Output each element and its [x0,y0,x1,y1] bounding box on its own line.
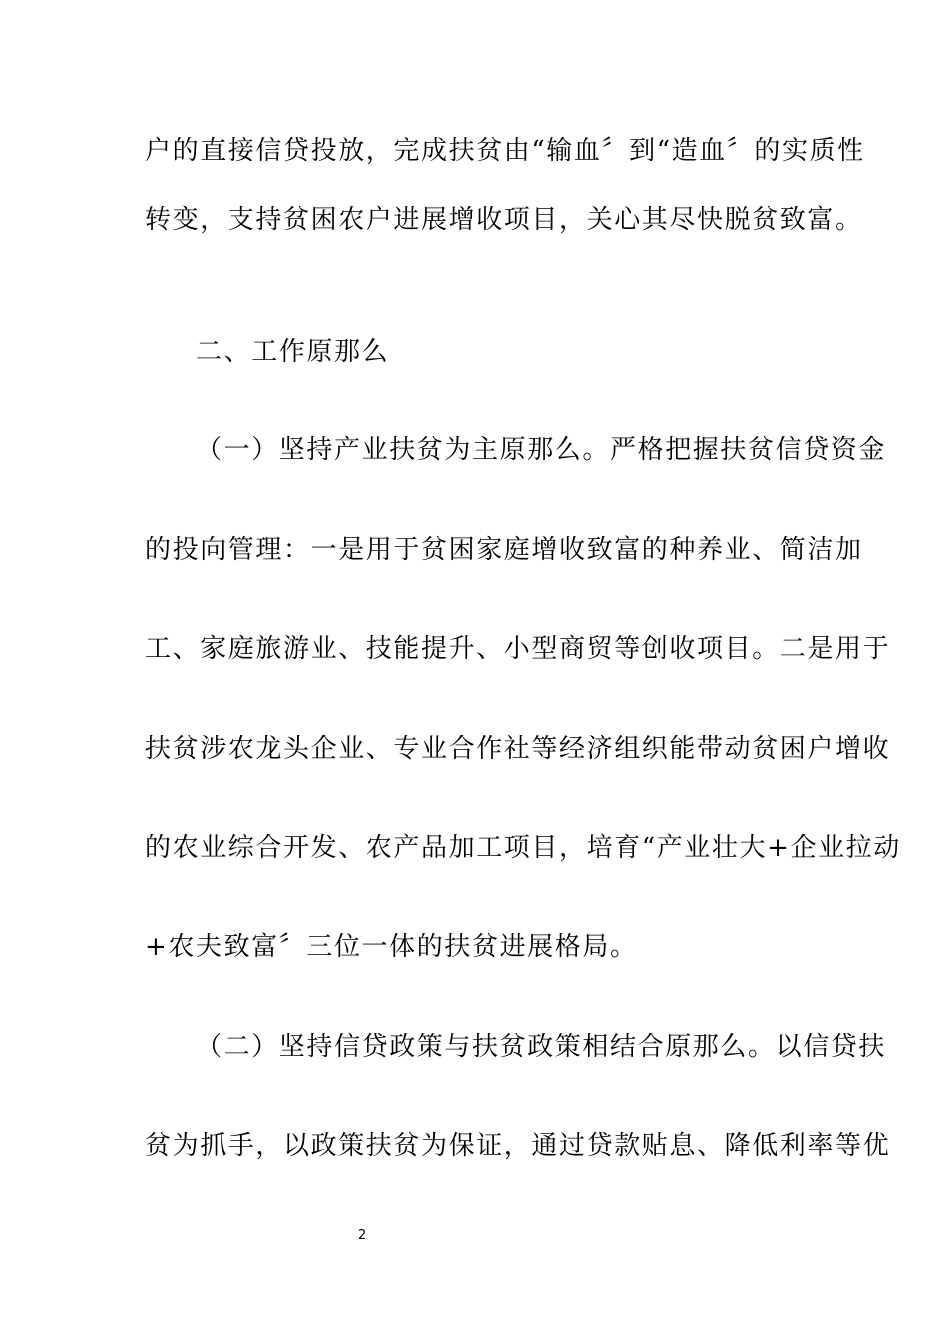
text-line-1: 户的直接信贷投放，完成扶贫由“输血〞到“造血〞的实质性 [145,136,865,166]
page-number: 2 [358,1228,367,1243]
text-line-9: +农夫致富〞三位一体的扶贫进展格局。 [145,932,638,962]
text-line-2: 转变，支持贫困农户进展增收项目，关心其尽快脱贫致富。 [145,205,863,235]
text-line-8: 的农业综合开发、农产品加工项目，培育“产业壮大+企业拉动 [145,833,901,863]
text-line-10: （二）坚持信贷政策与扶贫政策相结合原那么。以信贷扶 [196,1032,887,1062]
text-line-7: 扶贫涉农龙头企业、专业合作社等经济组织能带动贫困户增收 [145,734,891,764]
text-line-6: 工、家庭旅游业、技能提升、小型商贸等创收项目。二是用于 [145,634,891,664]
text-line-4: （一）坚持产业扶贫为主原那么。严格把握扶贫信贷资金 [196,435,887,465]
text-line-5: 的投向管理：一是用于贫困家庭增收致富的种养业、简洁加 [145,535,863,565]
section-heading: 二、工作原那么 [196,337,390,367]
text-line-11: 贫为抓手，以政策扶贫为保证，通过贷款贴息、降低利率等优 [145,1131,891,1161]
